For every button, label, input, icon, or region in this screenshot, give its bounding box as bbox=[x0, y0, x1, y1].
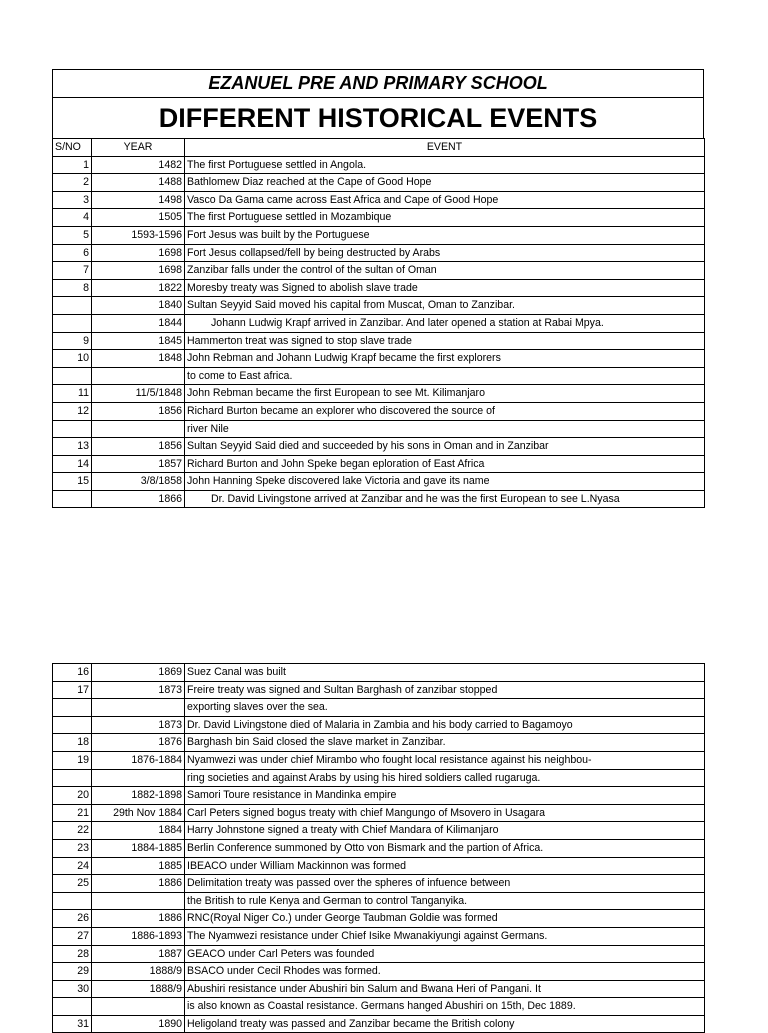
table-row bbox=[53, 839, 705, 857]
table-row bbox=[53, 945, 705, 963]
event-cell: John Rebman became the first European to see Mt. Kilimanjaro bbox=[185, 385, 705, 403]
event-cell: Carl Peters signed bogus treaty with chief Mangungo of Msovero in Usagara bbox=[185, 804, 705, 822]
year-cell: 1866 bbox=[92, 490, 185, 508]
sno-cell bbox=[53, 297, 92, 315]
event-cell: Johann Ludwig Krapf arrived in Zanzibar. And later opened a station at Rabai Mpya. bbox=[185, 314, 705, 332]
table-row bbox=[53, 420, 705, 438]
event-cell: Vasco Da Gama came across East Africa and Cape of Good Hope bbox=[185, 191, 705, 209]
table-row bbox=[53, 174, 705, 192]
sno-cell: 9 bbox=[53, 332, 92, 350]
table-row bbox=[53, 402, 705, 420]
sno-cell bbox=[53, 892, 92, 910]
spreadsheet-section-1 bbox=[52, 69, 704, 508]
event-cell: Sultan Seyyid Said died and succeeded by his sons in Oman and in Zanzibar bbox=[185, 438, 705, 456]
event-cell: Fort Jesus was built by the Portuguese bbox=[185, 226, 705, 244]
sno-cell: 13 bbox=[53, 438, 92, 456]
table-row bbox=[53, 455, 705, 473]
event-cell: GEACO under Carl Peters was founded bbox=[185, 945, 705, 963]
sno-cell: 29 bbox=[53, 963, 92, 981]
table-row bbox=[53, 963, 705, 981]
school-name-heading: EZANUEL PRE AND PRIMARY SCHOOL bbox=[52, 69, 704, 97]
event-cell: Dr. David Livingstone died of Malaria in Zambia and his body carried to Bagamoyo bbox=[185, 716, 705, 734]
table-row bbox=[53, 385, 705, 403]
year-cell: 1890 bbox=[92, 1015, 185, 1033]
year-cell: 1848 bbox=[92, 350, 185, 368]
table-row bbox=[53, 314, 705, 332]
year-cell: 1844 bbox=[92, 314, 185, 332]
table-row bbox=[53, 367, 705, 385]
sno-cell: 25 bbox=[53, 875, 92, 893]
sno-cell: 18 bbox=[53, 734, 92, 752]
event-cell: RNC(Royal Niger Co.) under George Taubman Goldie was formed bbox=[185, 910, 705, 928]
year-cell: 1869 bbox=[92, 664, 185, 682]
table-row bbox=[53, 1015, 705, 1033]
sno-cell: 4 bbox=[53, 209, 92, 227]
event-cell: river Nile bbox=[185, 420, 705, 438]
sno-cell: 1 bbox=[53, 156, 92, 174]
sno-cell: 17 bbox=[53, 681, 92, 699]
sno-cell bbox=[53, 769, 92, 787]
event-cell: Richard Burton became an explorer who discovered the source of bbox=[185, 402, 705, 420]
event-cell: Nyamwezi was under chief Mirambo who fought local resistance against his neighbou- bbox=[185, 751, 705, 769]
year-cell bbox=[92, 367, 185, 385]
year-cell: 1857 bbox=[92, 455, 185, 473]
table-header-row bbox=[53, 139, 705, 157]
table-row bbox=[53, 857, 705, 875]
sno-cell bbox=[53, 420, 92, 438]
sno-cell: 7 bbox=[53, 262, 92, 280]
event-cell: Harry Johnstone signed a treaty with Chief Mandara of Kilimanjaro bbox=[185, 822, 705, 840]
sno-cell: 30 bbox=[53, 980, 92, 998]
sno-cell: 24 bbox=[53, 857, 92, 875]
event-cell: Berlin Conference summoned by Otto von Bismark and the partion of Africa. bbox=[185, 839, 705, 857]
year-cell: 1876-1884 bbox=[92, 751, 185, 769]
event-cell: Freire treaty was signed and Sultan Barghash of zanzibar stopped bbox=[185, 681, 705, 699]
year-cell bbox=[92, 769, 185, 787]
event-cell: The first Portuguese settled in Angola. bbox=[185, 156, 705, 174]
event-cell: Suez Canal was built bbox=[185, 664, 705, 682]
table-row bbox=[53, 279, 705, 297]
table-row bbox=[53, 191, 705, 209]
year-cell: 1482 bbox=[92, 156, 185, 174]
event-cell: Abushiri resistance under Abushiri bin Salum and Bwana Heri of Pangani. It bbox=[185, 980, 705, 998]
year-cell: 1840 bbox=[92, 297, 185, 315]
year-cell bbox=[92, 699, 185, 717]
table-row bbox=[53, 681, 705, 699]
table-row bbox=[53, 734, 705, 752]
year-cell: 1882-1898 bbox=[92, 787, 185, 805]
year-cell: 1822 bbox=[92, 279, 185, 297]
year-cell: 1593-1596 bbox=[92, 226, 185, 244]
year-cell: 1873 bbox=[92, 716, 185, 734]
year-cell: 1498 bbox=[92, 191, 185, 209]
year-cell: 1856 bbox=[92, 438, 185, 456]
table-row bbox=[53, 664, 705, 682]
year-cell bbox=[92, 892, 185, 910]
event-cell: Sultan Seyyid Said moved his capital from Muscat, Oman to Zanzibar. bbox=[185, 297, 705, 315]
sno-cell: 3 bbox=[53, 191, 92, 209]
sno-cell: 11 bbox=[53, 385, 92, 403]
table-row bbox=[53, 332, 705, 350]
year-cell: 1887 bbox=[92, 945, 185, 963]
table-row bbox=[53, 804, 705, 822]
event-cell: The first Portuguese settled in Mozambique bbox=[185, 209, 705, 227]
sno-column-header: S/NO bbox=[53, 139, 92, 157]
sno-cell: 27 bbox=[53, 927, 92, 945]
event-cell: Delimitation treaty was passed over the spheres of infuence between bbox=[185, 875, 705, 893]
table-row bbox=[53, 473, 705, 491]
event-cell: BSACO under Cecil Rhodes was formed. bbox=[185, 963, 705, 981]
table-row bbox=[53, 716, 705, 734]
table-row bbox=[53, 892, 705, 910]
event-cell: Fort Jesus collapsed/fell by being destructed by Arabs bbox=[185, 244, 705, 262]
year-cell: 11/5/1848 bbox=[92, 385, 185, 403]
table-row bbox=[53, 156, 705, 174]
event-cell: Barghash bin Said closed the slave market in Zanzibar. bbox=[185, 734, 705, 752]
event-cell: The Nyamwezi resistance under Chief Isike Mwanakiyungi against Germans. bbox=[185, 927, 705, 945]
table-row bbox=[53, 910, 705, 928]
event-cell: John Rebman and Johann Ludwig Krapf became the first explorers bbox=[185, 350, 705, 368]
event-cell: Bathlomew Diaz reached at the Cape of Good Hope bbox=[185, 174, 705, 192]
sno-cell: 22 bbox=[53, 822, 92, 840]
sno-cell: 14 bbox=[53, 455, 92, 473]
event-cell: is also known as Coastal resistance. Germans hanged Abushiri on 15th, Dec 1889. bbox=[185, 998, 705, 1016]
year-cell: 1884-1885 bbox=[92, 839, 185, 857]
table-row bbox=[53, 226, 705, 244]
sno-cell: 16 bbox=[53, 664, 92, 682]
table-row bbox=[53, 350, 705, 368]
sno-cell bbox=[53, 367, 92, 385]
table-row bbox=[53, 927, 705, 945]
table-row bbox=[53, 699, 705, 717]
sno-cell: 20 bbox=[53, 787, 92, 805]
event-cell: Richard Burton and John Speke began eploration of East Africa bbox=[185, 455, 705, 473]
table-row bbox=[53, 262, 705, 280]
event-cell: exporting slaves over the sea. bbox=[185, 699, 705, 717]
year-cell: 1505 bbox=[92, 209, 185, 227]
year-cell: 1886 bbox=[92, 875, 185, 893]
sno-cell: 28 bbox=[53, 945, 92, 963]
year-cell: 1884 bbox=[92, 822, 185, 840]
sno-cell bbox=[53, 314, 92, 332]
year-cell: 1845 bbox=[92, 332, 185, 350]
year-cell: 1698 bbox=[92, 244, 185, 262]
sno-cell: 21 bbox=[53, 804, 92, 822]
event-cell: Moresby treaty was Signed to abolish slave trade bbox=[185, 279, 705, 297]
event-cell: Heligoland treaty was passed and Zanzibar became the British colony bbox=[185, 1015, 705, 1033]
event-cell: Samori Toure resistance in Mandinka empire bbox=[185, 787, 705, 805]
sno-cell: 6 bbox=[53, 244, 92, 262]
table-row bbox=[53, 875, 705, 893]
event-cell: Hammerton treat was signed to stop slave trade bbox=[185, 332, 705, 350]
event-cell: Zanzibar falls under the control of the sultan of Oman bbox=[185, 262, 705, 280]
year-cell: 1856 bbox=[92, 402, 185, 420]
sno-cell: 23 bbox=[53, 839, 92, 857]
event-cell: John Hanning Speke discovered lake Victoria and gave its name bbox=[185, 473, 705, 491]
event-cell: ring societies and against Arabs by using his hired soldiers called rugaruga. bbox=[185, 769, 705, 787]
spreadsheet-section-2 bbox=[52, 663, 704, 1033]
events-table-1 bbox=[52, 138, 705, 508]
sno-cell: 19 bbox=[53, 751, 92, 769]
sheet-title-heading: DIFFERENT HISTORICAL EVENTS bbox=[52, 97, 704, 138]
sno-cell: 31 bbox=[53, 1015, 92, 1033]
sno-cell bbox=[53, 699, 92, 717]
year-cell: 29th Nov 1884 bbox=[92, 804, 185, 822]
year-column-header: YEAR bbox=[92, 139, 185, 157]
event-cell: to come to East africa. bbox=[185, 367, 705, 385]
event-cell: IBEACO under William Mackinnon was formed bbox=[185, 857, 705, 875]
year-cell bbox=[92, 998, 185, 1016]
events-table-2 bbox=[52, 663, 705, 1033]
year-cell: 1698 bbox=[92, 262, 185, 280]
year-cell: 1873 bbox=[92, 681, 185, 699]
sno-cell bbox=[53, 998, 92, 1016]
table-row bbox=[53, 209, 705, 227]
table-row bbox=[53, 769, 705, 787]
sno-cell: 12 bbox=[53, 402, 92, 420]
sno-cell bbox=[53, 716, 92, 734]
sno-cell: 5 bbox=[53, 226, 92, 244]
event-column-header: EVENT bbox=[185, 139, 705, 157]
table-row bbox=[53, 822, 705, 840]
table-row bbox=[53, 244, 705, 262]
year-cell: 1885 bbox=[92, 857, 185, 875]
sno-cell bbox=[53, 490, 92, 508]
table-row bbox=[53, 751, 705, 769]
sno-cell: 26 bbox=[53, 910, 92, 928]
year-cell: 1888/9 bbox=[92, 980, 185, 998]
sno-cell: 8 bbox=[53, 279, 92, 297]
event-cell: Dr. David Livingstone arrived at Zanzibar and he was the first European to see L.Nyasa bbox=[185, 490, 705, 508]
table-row bbox=[53, 787, 705, 805]
year-cell: 1888/9 bbox=[92, 963, 185, 981]
year-cell: 1886-1893 bbox=[92, 927, 185, 945]
year-cell bbox=[92, 420, 185, 438]
sno-cell: 15 bbox=[53, 473, 92, 491]
year-cell: 1488 bbox=[92, 174, 185, 192]
year-cell: 1886 bbox=[92, 910, 185, 928]
year-cell: 1876 bbox=[92, 734, 185, 752]
sno-cell: 10 bbox=[53, 350, 92, 368]
sno-cell: 2 bbox=[53, 174, 92, 192]
event-cell: the British to rule Kenya and German to control Tanganyika. bbox=[185, 892, 705, 910]
table-row bbox=[53, 998, 705, 1016]
table-row bbox=[53, 490, 705, 508]
year-cell: 3/8/1858 bbox=[92, 473, 185, 491]
table-row bbox=[53, 297, 705, 315]
table-row bbox=[53, 438, 705, 456]
table-row bbox=[53, 980, 705, 998]
